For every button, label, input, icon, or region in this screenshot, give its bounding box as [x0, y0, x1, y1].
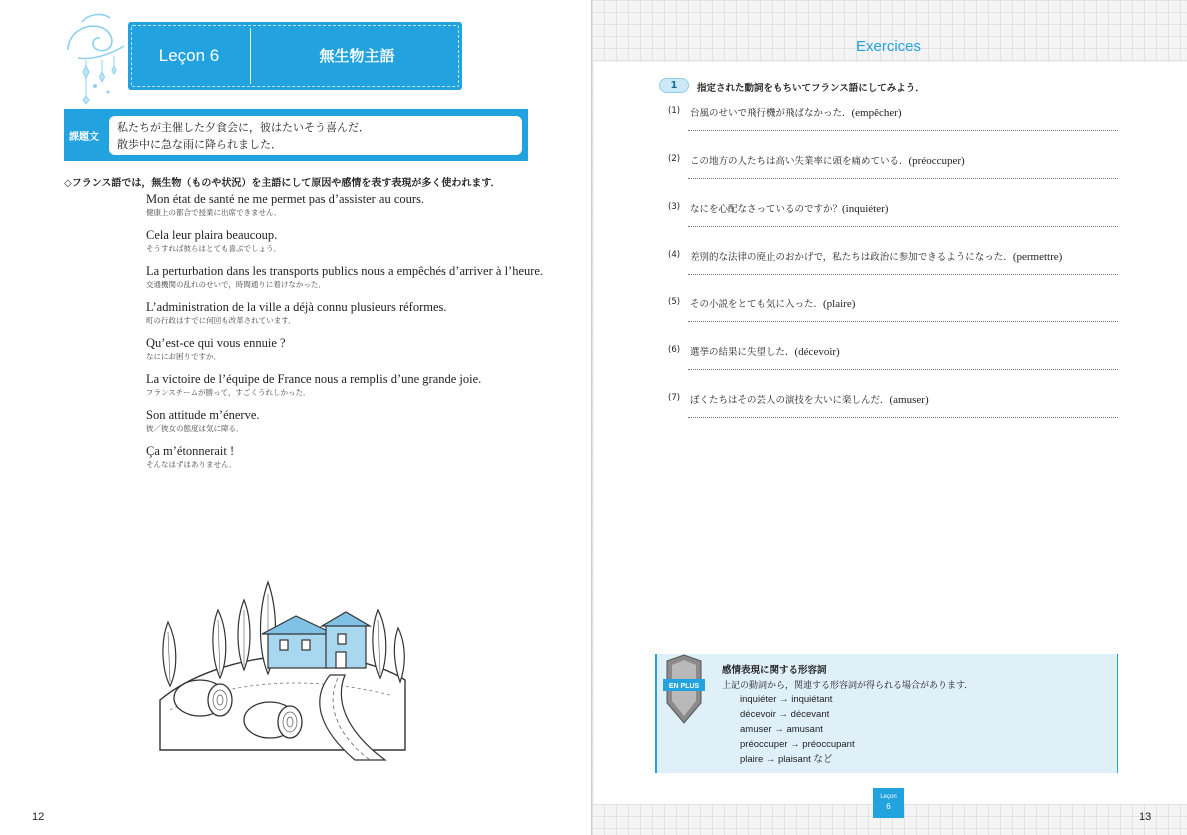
example-japanese: そんなはずはありません．: [146, 460, 237, 469]
answer-line: [688, 417, 1118, 418]
list-item: décevoir → décevant: [740, 709, 830, 720]
exercises-title: Exercices: [855, 38, 922, 55]
task-sentences: [109, 116, 522, 155]
question-text: [690, 105, 902, 119]
list-item: plaire → plaisant など: [740, 754, 833, 765]
example-french: Mon état de santé ne me permet pas d’assister au cours.: [146, 192, 425, 206]
question-verb: (inquiéter): [842, 203, 889, 215]
example-japanese: フランスチームが勝って，すごくうれしかった．: [146, 388, 311, 397]
question-text: [690, 153, 965, 167]
lesson-divider: [250, 28, 251, 84]
answer-line: [688, 369, 1118, 370]
grammar-intro: ◇フランス語では，無生物（ものや状況）を主語にして原因や感情を表す表現が多く使われます．: [64, 178, 501, 189]
question-text: [690, 392, 929, 406]
example-item: [146, 299, 566, 326]
list-item: préoccuper → préoccupant: [740, 739, 855, 750]
countryside-illustration: [140, 570, 425, 770]
example-list: [146, 191, 566, 479]
answer-line: [688, 178, 1118, 179]
answer-line: [688, 274, 1118, 275]
question-number: (1): [668, 106, 681, 116]
example-french: La victoire de l’équipe de France nous a remplis d’une grande joie.: [146, 372, 482, 386]
question-number: (7): [668, 393, 681, 403]
example-japanese: 交通機関の乱れのせいで，時間通りに着けなかった．: [146, 280, 326, 289]
adjective-list: [740, 692, 855, 767]
example-french: Ça m’étonnerait !: [146, 444, 235, 458]
question-verb: (amuser): [889, 394, 929, 406]
example-item: [146, 335, 566, 362]
question-japanese: 選挙の結果に失望した．: [690, 347, 795, 358]
example-item: [146, 227, 566, 254]
example-french: Qu’est-ce qui vous ennuie ?: [146, 336, 286, 350]
exercise-question: [668, 393, 1120, 423]
question-japanese: なにを心配なさっているのですか？: [690, 204, 843, 215]
question-number: (5): [668, 297, 681, 307]
example-japanese: そうすれば彼らはとても喜ぶでしょう．: [146, 244, 281, 253]
page-number-left: 12: [32, 811, 45, 823]
question-japanese: ぼくたちはその芸人の演技を大いに楽しんだ．: [690, 395, 890, 406]
answer-line: [688, 321, 1118, 322]
lesson-tab-label: Leçon: [880, 794, 897, 800]
question-verb: (décevoir): [794, 346, 840, 358]
lesson-number: Leçon 6: [158, 46, 220, 65]
example-french: Cela leur plaira beaucoup.: [146, 228, 278, 242]
question-japanese: この地方の人たちは高い失業率に頭を痛めている．: [690, 156, 909, 167]
en-plus-title: 感情表現に関する形容詞: [722, 665, 827, 676]
task-label: 課題文: [69, 132, 99, 143]
example-item: [146, 191, 566, 218]
question-verb: (préoccuper): [908, 155, 965, 167]
question-number: (6): [668, 345, 681, 355]
question-japanese: 台風のせいで飛行機が飛ばなかった．: [690, 108, 852, 119]
question-text: [690, 344, 840, 358]
exercise-instruction: 指定された動詞をもちいてフランス語にしてみよう．: [697, 83, 925, 94]
answer-line: [688, 130, 1118, 131]
exercise-question: [668, 297, 1120, 327]
question-text: [690, 201, 888, 215]
answer-line: [688, 226, 1118, 227]
en-plus-badge: EN PLUS: [668, 683, 700, 690]
lesson-tab-number: 6: [886, 802, 891, 811]
example-french: L’administration de la ville a déjà connu plusieurs réformes.: [146, 300, 447, 314]
task-sentence-1: 私たちが主催した夕食会に，彼はたいそう喜んだ．: [117, 121, 370, 134]
exercise-question: [668, 345, 1120, 375]
swirl-ornament-icon: [62, 10, 132, 110]
exercise-question: [668, 106, 1120, 136]
exercise-number-badge: 1: [659, 78, 689, 93]
question-verb: (plaire): [823, 298, 856, 310]
exercise-question: [668, 154, 1120, 184]
left-page: [0, 0, 592, 835]
lesson-title: 無生物主語: [319, 47, 395, 65]
list-item: amuser → amusant: [740, 724, 823, 735]
example-item: [146, 263, 566, 290]
lesson-tab[interactable]: [873, 788, 904, 818]
example-japanese: なににお困りですか．: [146, 352, 221, 361]
lesson-header: [128, 22, 462, 90]
question-text: [690, 296, 855, 310]
example-item: [146, 407, 566, 434]
example-item: [146, 371, 566, 398]
example-japanese: 町の行政はすでに何回も改革されています．: [146, 316, 296, 325]
question-number: (4): [668, 250, 681, 260]
example-japanese: 健康上の都合で授業に出席できません．: [146, 208, 282, 217]
en-plus-description: 上記の動詞から，関連する形容詞が得られる場合があります．: [722, 681, 974, 691]
exercise-question: [668, 202, 1120, 232]
exercise-question: [668, 250, 1120, 280]
question-japanese: 差別的な法律の廃止のおかげで，私たちは政治に参加できるようになった．: [690, 252, 1013, 263]
question-verb: (permettre): [1012, 251, 1063, 263]
task-sentence-2: 散歩中に急な雨に降られました．: [117, 138, 282, 151]
question-verb: (empêcher): [851, 107, 902, 119]
question-number: (2): [668, 154, 681, 164]
question-text: [690, 249, 1062, 263]
page-number-right: 13: [1139, 811, 1152, 823]
example-french: La perturbation dans les transports publics nous a empêchés d’arriver à l’heure.: [146, 264, 544, 278]
task-sentence-box: [64, 109, 528, 161]
question-japanese: その小説をとても気に入った．: [690, 299, 824, 310]
example-japanese: 彼／彼女の態度は気に障る．: [146, 424, 244, 433]
question-number: (3): [668, 202, 681, 212]
example-french: Son attitude m’énerve.: [146, 408, 260, 422]
list-item: inquiéter → inquiétant: [740, 694, 833, 705]
example-item: [146, 443, 566, 470]
en-plus-shield-icon: [663, 653, 705, 725]
